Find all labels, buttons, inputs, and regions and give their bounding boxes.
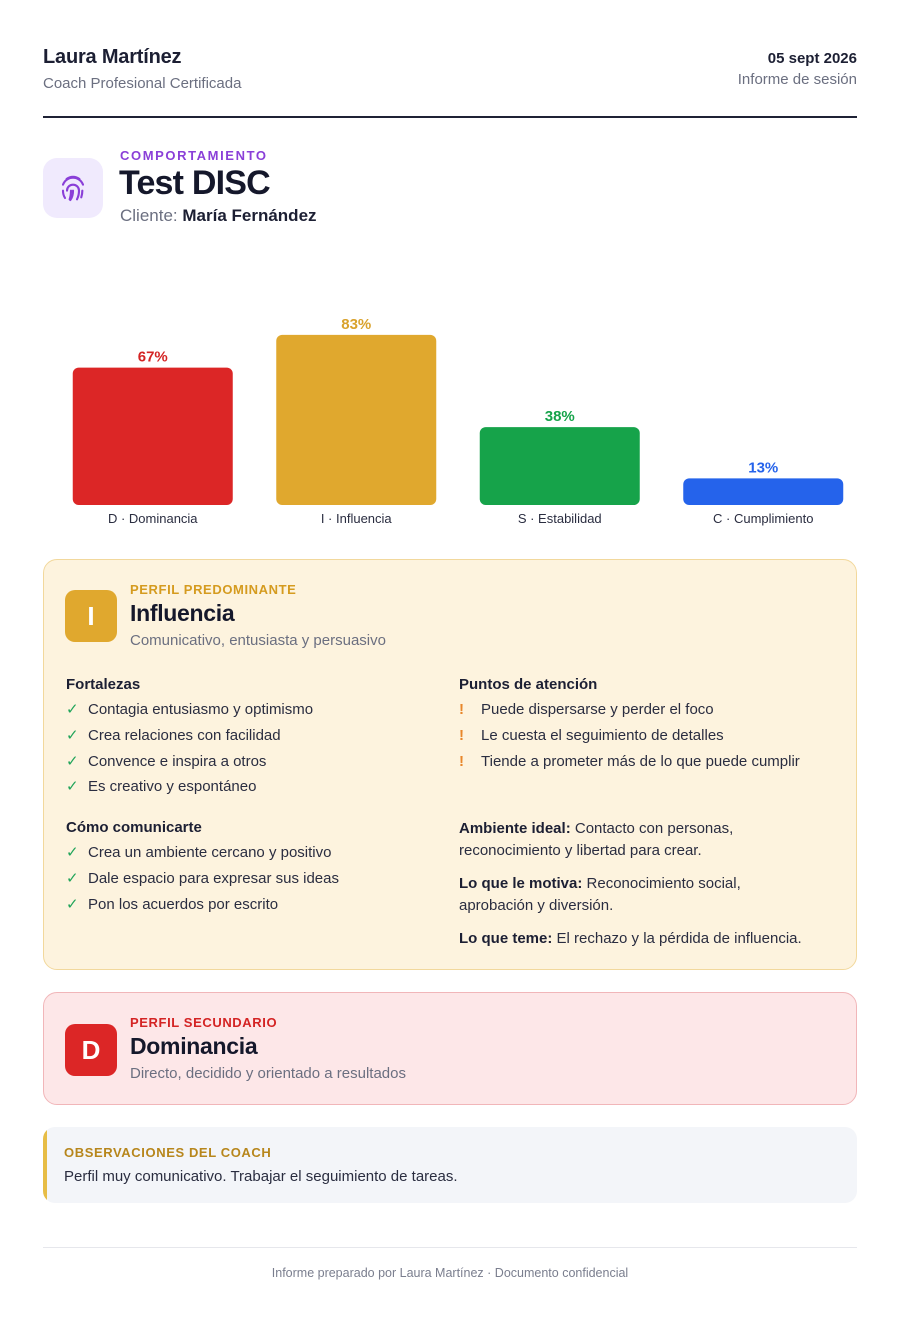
strengths-title: Fortalezas	[66, 676, 141, 693]
profile-kicker: PERFIL SECUNDARIO	[130, 1015, 278, 1030]
profile-badge: I	[65, 590, 117, 642]
primary-profile-card	[43, 559, 857, 970]
note-text: Reconocimiento social, aprobación y diversión.	[459, 875, 741, 914]
list-item-text: Le cuesta el seguimiento de detalles	[481, 726, 724, 744]
bar-value-label: 67%	[137, 348, 168, 366]
list-item-text: Convence e inspira a otros	[88, 752, 267, 770]
list-item	[66, 700, 446, 726]
profile-name: Dominancia	[130, 1033, 258, 1059]
note-label: Lo que le motiva:	[459, 875, 583, 892]
footer-text: Informe preparado por Laura Martínez · Documento confidencial	[271, 1266, 629, 1280]
profile-note	[459, 873, 819, 916]
strengths-section	[66, 676, 446, 803]
chart-canvas	[43, 280, 857, 530]
warning-icon: !	[459, 752, 464, 770]
coach-observations	[43, 1127, 857, 1203]
profile-summary: Comunicativo, entusiasta y persuasivo	[130, 632, 386, 649]
profile-name: Influencia	[130, 600, 235, 626]
observations-accent-bar	[43, 1127, 47, 1203]
bar-value-label: 13%	[748, 459, 779, 477]
bar-0	[73, 368, 233, 505]
profile-summary: Directo, decidido y orientado a resultados	[130, 1065, 406, 1082]
list-item-text: Crea un ambiente cercano y positivo	[88, 844, 332, 861]
communicate-section	[66, 819, 446, 920]
list-item-text: Tiende a prometer más de lo que puede cumplir	[481, 752, 800, 770]
note-text: Contacto con personas, reconocimiento y libertad para crear.	[459, 820, 734, 859]
check-icon: ✓	[66, 701, 79, 718]
check-icon: ✓	[66, 778, 79, 796]
list-item-text: Dale espacio para expresar sus ideas	[88, 869, 339, 887]
check-icon: ✓	[66, 895, 79, 913]
observations-title: OBSERVACIONES DEL COACH	[64, 1145, 272, 1160]
list-item-text: Contagia entusiasmo y optimismo	[88, 701, 314, 718]
list-item	[66, 843, 446, 869]
check-icon: ✓	[66, 869, 79, 887]
list-item	[459, 700, 839, 726]
note-label: Ambiente ideal:	[459, 820, 571, 837]
category-label: D · Dominancia	[107, 511, 198, 526]
category-label: S · Estabilidad	[517, 511, 602, 526]
page-title: Test DISC	[119, 164, 270, 202]
bar-1	[276, 335, 436, 505]
coach-name: Laura Martínez	[43, 46, 182, 68]
profile-notes	[459, 818, 839, 962]
list-item-text: Es creativo y espontáneo	[88, 778, 257, 796]
check-icon: ✓	[66, 726, 79, 744]
communicate-list	[66, 843, 446, 920]
report-date: 05 sept 2026	[767, 50, 857, 67]
check-icon: ✓	[66, 752, 79, 770]
footer-divider	[43, 1247, 857, 1248]
report-type: Informe de sesión	[737, 71, 857, 88]
list-item-text: Puede dispersarse y perder el foco	[481, 701, 714, 718]
strengths-list	[66, 700, 446, 803]
profile-note	[459, 928, 819, 950]
category-label: C · Cumplimiento	[713, 511, 814, 526]
list-item	[66, 777, 446, 803]
profile-note	[459, 818, 819, 861]
list-item	[459, 752, 839, 778]
list-item-text: Pon los acuerdos por escrito	[88, 895, 279, 913]
bar-2	[480, 427, 640, 505]
attention-title: Puntos de atención	[459, 676, 598, 693]
note-label: Lo que teme:	[459, 930, 553, 947]
list-item	[66, 895, 446, 921]
observations-text: Perfil muy comunicativo. Trabajar el seguimiento de tareas.	[64, 1168, 458, 1185]
list-item	[66, 726, 446, 752]
fingerprint-icon	[43, 158, 103, 218]
client-name: María Fernández	[182, 206, 317, 225]
bar-value-label: 38%	[544, 408, 575, 426]
attention-section	[459, 676, 839, 777]
list-item	[66, 869, 446, 895]
warning-icon: !	[459, 726, 464, 744]
list-item-text: Crea relaciones con facilidad	[88, 726, 281, 744]
list-item	[459, 726, 839, 752]
disc-bar-chart	[43, 280, 857, 530]
profile-kicker: PERFIL PREDOMINANTE	[130, 582, 297, 597]
warning-icon: !	[459, 701, 464, 718]
list-item	[66, 752, 446, 778]
category-label: I · Influencia	[320, 511, 392, 526]
client-line	[120, 206, 317, 226]
report-header	[43, 44, 857, 118]
note-text: El rechazo y la pérdida de influencia.	[552, 930, 802, 947]
secondary-profile-card	[43, 992, 857, 1105]
check-icon: ✓	[66, 844, 79, 861]
bar-value-label: 83%	[341, 315, 372, 333]
attention-list	[459, 700, 839, 777]
profile-badge: D	[65, 1024, 117, 1076]
communicate-title: Cómo comunicarte	[66, 819, 202, 836]
test-category: COMPORTAMIENTO	[120, 148, 268, 163]
coach-role: Coach Profesional Certificada	[43, 75, 242, 92]
bar-3	[683, 478, 843, 505]
client-label: Cliente:	[120, 206, 178, 225]
